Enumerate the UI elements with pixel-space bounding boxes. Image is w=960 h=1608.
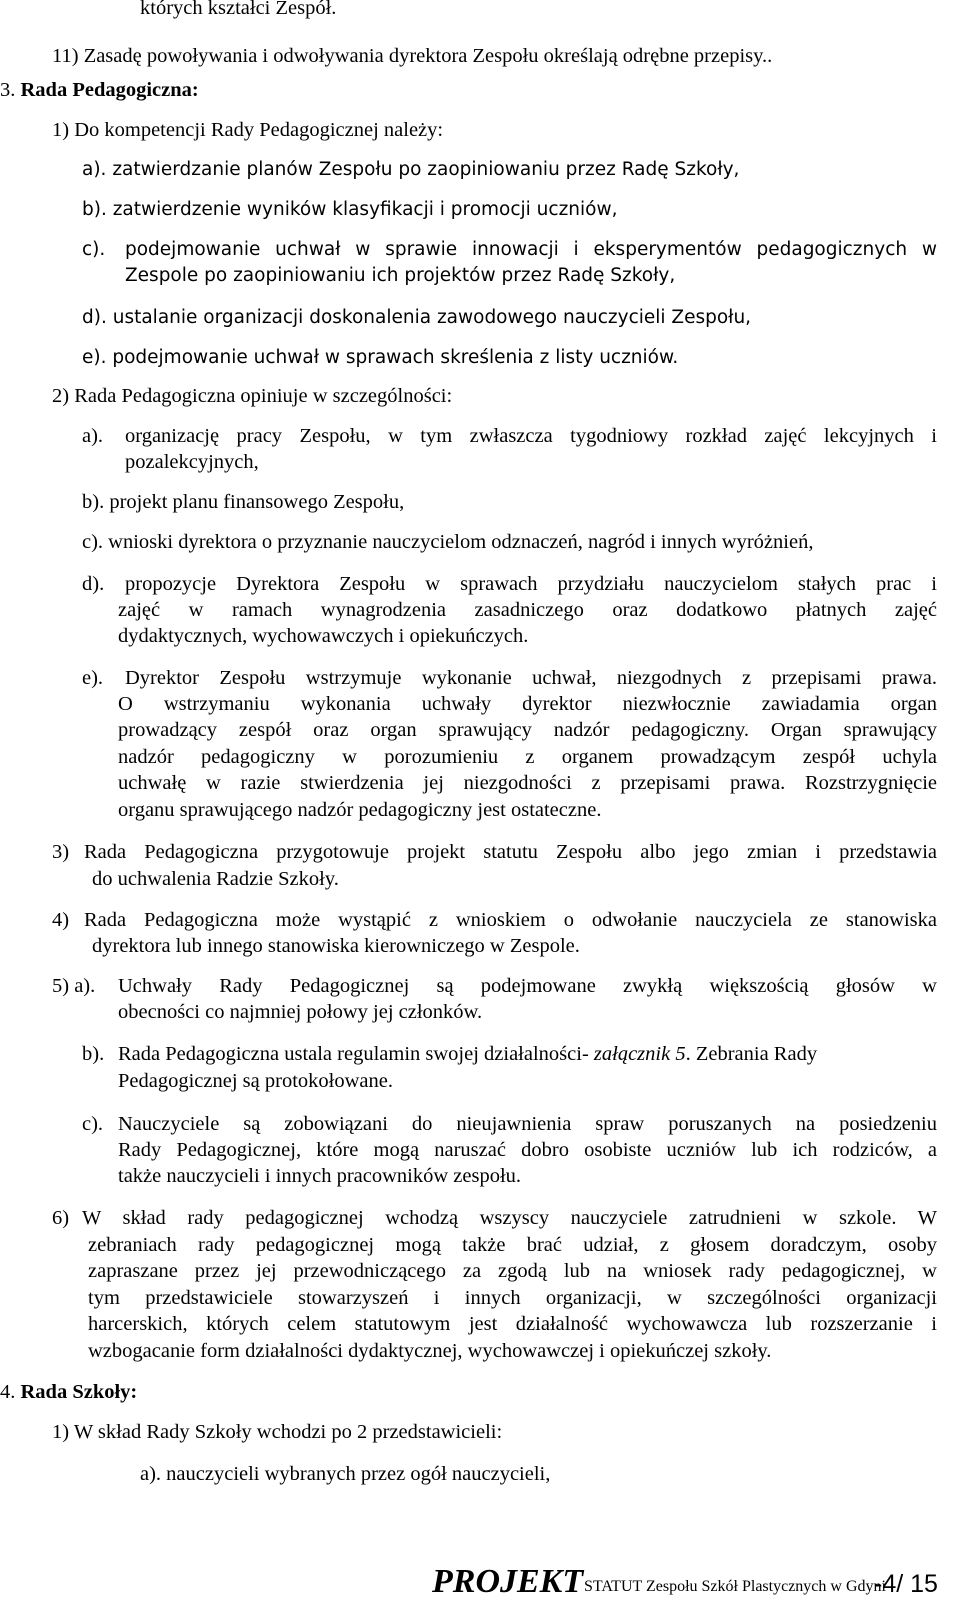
text-line: prowadzący zespół oraz organ sprawujący nadzór pedagogiczny. Organ sprawujący xyxy=(118,719,937,741)
item-label: c). xyxy=(82,239,106,260)
text-line: dyrektora lub innego stanowiska kierowniczego w Zespole. xyxy=(92,935,580,957)
text-line: pozalekcyjnych, xyxy=(125,451,259,473)
section-number: 4. xyxy=(0,1381,16,1403)
section-heading-4 xyxy=(0,1380,137,1404)
text-line: Pedagogicznej są protokołowane. xyxy=(118,1070,393,1092)
text-line: do uchwalenia Radzie Szkoły. xyxy=(92,868,339,890)
item-text: propozycje Dyrektora Zespołu w sprawach przydziału nauczycielom stałych prac i xyxy=(125,573,937,595)
text-line: wzbogacanie form działalności dydaktycznej, wychowawczej i opiekuńczej szkoły. xyxy=(88,1340,772,1362)
list-item: b). zatwierdzenie wyników klasyfikacji i promocji uczniów, xyxy=(82,199,618,220)
item-label: e). xyxy=(82,667,104,689)
text-line: Zespole po zaopiniowaniu ich projektów przez Radę Szkoły, xyxy=(125,265,676,286)
attachment-reference: załącznik 5 xyxy=(593,1043,686,1065)
list-item: c). wnioski dyrektora o przyznanie nauczycielom odznaczeń, nagród i innych wyróżnień, xyxy=(82,531,814,553)
item-label: b). xyxy=(82,1043,105,1065)
item-text: Dyrektor Zespołu wstrzymuje wykonanie uchwał, niezgodnych z przepisami prawa. xyxy=(125,667,937,689)
item-label: 4) xyxy=(52,909,70,931)
item-text: Uchwały Rady Pedagogicznej są podejmowane zwykłą większością głosów w xyxy=(118,975,937,997)
text-line: zajęć w ramach wynagrodzenia zasadniczego oraz dodatkowo płatnych zajęć xyxy=(118,599,937,621)
footer-document-title: STATUT Zespołu Szkół Plastycznych w Gdyni xyxy=(584,1578,886,1595)
list-item: a). nauczycieli wybranych przez ogół nauczycieli, xyxy=(140,1463,551,1485)
text-line: których kształci Zespół. xyxy=(140,0,337,19)
list-item: a). zatwierdzanie planów Zespołu po zaopiniowaniu przez Radę Szkoły, xyxy=(82,159,740,180)
item-text: podejmowanie uchwał w sprawie innowacji i eksperymentów pedagogicznych w xyxy=(125,239,937,260)
item-label: 6) xyxy=(52,1207,70,1229)
text-line: 11) Zasadę powoływania i odwoływania dyrektora Zespołu określają odrębne przepisy.. xyxy=(52,45,773,67)
text-line: obecności co najmniej połowy jej członków. xyxy=(118,1001,483,1023)
text-line: uchwałę w razie stwierdzenia jej niezgodności z przepisami prawa. Rozstrzygnięcie xyxy=(118,772,937,794)
item-text: W skład rady pedagogicznej wchodzą wszyscy nauczyciele zatrudnieni w szkole. W xyxy=(82,1207,937,1229)
section-heading-3 xyxy=(0,78,199,102)
section-title: Rada Pedagogiczna: xyxy=(20,79,199,101)
text-line: nadzór pedagogiczny w porozumieniu z organem prowadzącym zespół uchyla xyxy=(118,746,937,768)
footer-page-number: -4/ 15 xyxy=(874,1570,938,1598)
item-text: Nauczyciele są zobowiązani do nieujawnienia spraw poruszanych na posiedzeniu xyxy=(118,1113,937,1135)
list-item: e). podejmowanie uchwał w sprawach skreślenia z listy uczniów. xyxy=(82,347,679,368)
item-text: Rada Pedagogiczna może wystąpić z wnioskiem o odwołanie nauczyciela ze stanowiska xyxy=(84,909,937,931)
section-number: 3. xyxy=(0,79,16,101)
text-line: 2) Rada Pedagogiczna opiniuje w szczególności: xyxy=(52,385,453,407)
item-text: Rada Pedagogiczna przygotowuje projekt statutu Zespołu albo jego zmian i przedstawia xyxy=(84,841,937,863)
list-item: d). ustalanie organizacji doskonalenia zawodowego nauczycieli Zespołu, xyxy=(82,307,752,328)
section-title: Rada Szkoły: xyxy=(20,1381,138,1403)
item-label: 3) xyxy=(52,841,70,863)
footer-projekt-label: PROJEKT xyxy=(432,1563,584,1600)
text-line: 1) W skład Rady Szkoły wchodzi po 2 przedstawicieli: xyxy=(52,1421,503,1443)
item-label: a). xyxy=(82,425,104,447)
text-line: także nauczycieli i innych pracowników zespołu. xyxy=(118,1165,522,1187)
text-line: O wstrzymaniu wykonania uchwały dyrektor niezwłocznie zawiadamia organ xyxy=(118,693,937,715)
item-label: 5) a). xyxy=(52,975,96,997)
item-text: organizację pracy Zespołu, w tym zwłaszcza tygodniowy rozkład zajęć lekcyjnych i xyxy=(125,425,937,447)
text-line: organu sprawującego nadzór pedagogiczny jest ostateczne. xyxy=(118,799,602,821)
item-text: Rada Pedagogiczna ustala regulamin swojej działalności- załącznik 5. Zebrania Rady xyxy=(118,1043,818,1065)
text-line: zapraszane przez jej przewodniczącego za zgodą lub na wniosek rady pedagogicznej, w xyxy=(88,1260,937,1282)
list-item xyxy=(82,238,937,262)
text-line: 1) Do kompetencji Rady Pedagogicznej należy: xyxy=(52,119,444,141)
item-label: d). xyxy=(82,573,105,595)
text-line: dydaktycznych, wychowawczych i opiekuńczych. xyxy=(118,625,529,647)
list-item: b). projekt planu finansowego Zespołu, xyxy=(82,491,405,513)
item-label: c). xyxy=(82,1113,104,1135)
text-line: tym przedstawiciele stowarzyszeń i innych organizacji, w szczególności organizacji xyxy=(88,1287,937,1309)
text-line: zebraniach rady pedagogicznej mogą także brać udział, z głosem doradczym, osoby xyxy=(88,1234,937,1256)
text-line: harcerskich, których celem statutowym jest działalność wychowawcza lub rozszerzanie i xyxy=(88,1313,937,1335)
text-line: Rady Pedagogicznej, które mogą naruszać dobro osobiste uczniów lub ich rodziców, a xyxy=(118,1139,937,1161)
